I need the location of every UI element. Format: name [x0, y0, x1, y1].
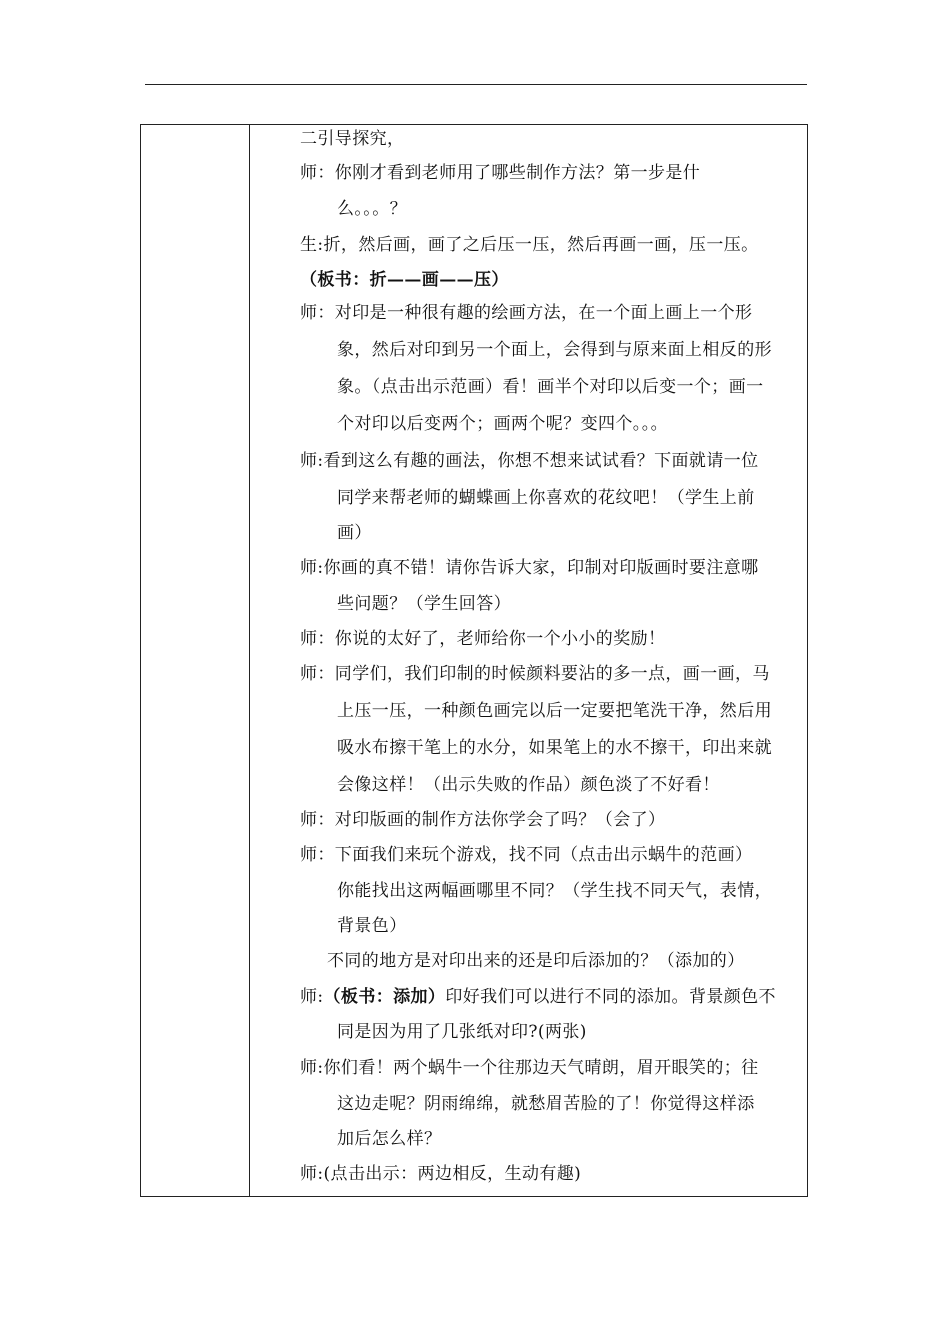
teacher-question-line-1: 师：你刚才看到老师用了哪些制作方法？第一步是什 — [300, 163, 701, 183]
paragraph-8-line-3: 背景色） — [337, 916, 407, 936]
paragraph-6-line-2: 上压一压，一种颜色画完以后一定要把笔洗干净，然后用 — [337, 701, 772, 721]
paragraph-4-line-2: 些问题？（学生回答） — [337, 594, 511, 614]
student-answer: 生:折，然后画，画了之后压一压，然后再画一画，压一压。 — [300, 235, 759, 255]
paragraph-2-line-3: 象。（点击出示范画）看！画半个对印以后变一个；画一 — [337, 377, 764, 397]
paragraph-2-line-1: 师：对印是一种很有趣的绘画方法，在一个面上画上一个形 — [300, 303, 753, 323]
paragraph-3-line-3: 画） — [337, 523, 372, 543]
paragraph-6-line-1: 师：同学们，我们印制的时候颜料要沾的多一点，画一画，马 — [300, 664, 770, 684]
paragraph-5: 师：你说的太好了，老师给你一个小小的奖励！ — [300, 629, 666, 649]
paragraph-2-line-4: 个对印以后变两个；画两个呢？变四个。。。 — [337, 414, 668, 434]
header-rule — [145, 84, 807, 85]
paragraph-3-line-1: 师:看到这么有趣的画法，你想不想来试试看？下面就请一位 — [300, 451, 759, 471]
paragraph-10-line-1 — [300, 987, 776, 1007]
paragraph-12: 师:(点击出示：两边相反，生动有趣) — [300, 1164, 582, 1184]
board-note-1: （板书：折——画——压） — [300, 270, 509, 290]
paragraph-8-line-1: 师：下面我们来玩个游戏，找不同（点击出示蜗牛的范画） — [300, 845, 753, 865]
paragraph-11-line-3: 加后怎么样？ — [337, 1129, 442, 1149]
paragraph-11-line-1: 师:你们看！两个蜗牛一个往那边天气晴朗，眉开眼笑的；往 — [300, 1058, 759, 1078]
paragraph-7: 师：对印版画的制作方法你学会了吗？（会了） — [300, 810, 666, 830]
teacher-question-line-2: 么。。。？ — [337, 199, 407, 219]
paragraph-4-line-1: 师:你画的真不错！请你告诉大家，印制对印版画时要注意哪 — [300, 558, 759, 578]
paragraph-11-line-2: 这边走呢？阴雨绵绵，就愁眉苦脸的了！你觉得这样添 — [337, 1094, 755, 1114]
section-heading: 二引导探究， — [300, 129, 405, 149]
paragraph-6-line-4: 会像这样！（出示失败的作品）颜色淡了不好看！ — [337, 775, 720, 795]
speaker-label: 师: — [300, 987, 324, 1007]
board-note-2: （板书：添加） — [323, 987, 446, 1007]
paragraph-6-line-3: 吸水布擦干笔上的水分，如果笔上的水不擦干，印出来就 — [337, 738, 772, 758]
table-column-divider — [249, 124, 250, 1197]
paragraph-9: 不同的地方是对印出来的还是印后添加的？（添加的） — [327, 951, 745, 971]
paragraph-2-line-2: 象，然后对印到另一个面上，会得到与原来面上相反的形 — [337, 340, 772, 360]
paragraph-8-line-2: 你能找出这两幅画哪里不同？（学生找不同天气，表情， — [337, 881, 772, 901]
paragraph-3-line-2: 同学来帮老师的蝴蝶画上你喜欢的花纹吧！（学生上前 — [337, 488, 755, 508]
paragraph-10-line-2: 同是因为用了几张纸对印?(两张) — [337, 1022, 587, 1042]
paragraph-10-text: 印好我们可以进行不同的添加。背景颜色不 — [445, 987, 776, 1007]
